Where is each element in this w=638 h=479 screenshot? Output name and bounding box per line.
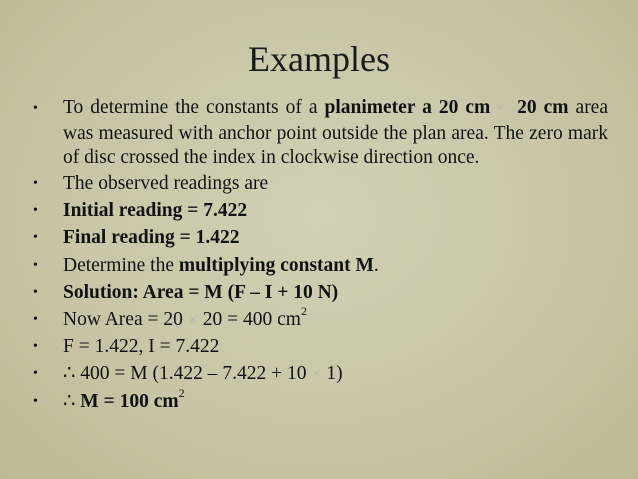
times-sign: × <box>496 101 505 116</box>
slide-title: Examples <box>248 39 390 79</box>
problem-text-start: To determine the constants of a <box>63 97 325 118</box>
list-item-determine <box>33 253 608 280</box>
equation-text-a: ∴ 400 = M (1.422 – 7.422 + 10 <box>63 363 307 385</box>
list-item-problem-statement <box>33 96 608 170</box>
list-item-equation <box>33 361 608 388</box>
initial-reading: Initial reading = 7.422 <box>63 200 248 222</box>
times-sign: × <box>312 367 321 383</box>
superscript-two: 2 <box>300 304 307 319</box>
bullet-icon: • <box>33 230 38 246</box>
list-item-observed <box>33 171 608 198</box>
observed-text: The observed readings are <box>63 173 269 194</box>
bullet-icon: • <box>33 393 38 409</box>
list-item-final-reading <box>33 225 608 252</box>
bullet-icon: • <box>33 176 38 191</box>
determine-text: Determine the <box>63 254 179 276</box>
area-text-a: Now Area = 20 <box>63 308 183 330</box>
bullet-icon: • <box>33 203 38 219</box>
times-sign: × <box>188 312 197 328</box>
final-reading: Final reading = 1.422 <box>63 227 240 249</box>
problem-text-end: area was measured with anchor point outside the plan area. The zero mark of disc crossed the index in clockwise direction once. <box>63 97 608 168</box>
multiplying-constant: multiplying constant M <box>178 254 374 276</box>
bullet-icon: • <box>33 366 38 382</box>
values-text: F = 1.422, I = 7.422 <box>63 336 220 358</box>
list-item-solution <box>33 280 608 307</box>
bullet-list <box>33 96 608 416</box>
period: . <box>373 254 379 276</box>
bullet-icon: • <box>33 339 38 355</box>
bullet-icon: • <box>33 257 38 273</box>
solution-formula: Solution: Area = M (F – I + 10 N) <box>63 281 339 303</box>
list-item-values <box>33 334 608 361</box>
list-item-result <box>33 386 608 416</box>
planimeter-phrase: planimeter a 20 cm <box>324 97 491 118</box>
therefore-sign: ∴ <box>63 390 81 412</box>
result: M = 100 cm <box>80 390 179 412</box>
bullet-icon: • <box>33 311 38 327</box>
list-item-initial-reading <box>33 198 608 225</box>
list-item-area <box>33 304 608 334</box>
equation-text-b: 1) <box>326 363 343 385</box>
superscript-two: 2 <box>178 386 185 400</box>
dimension-phrase: 20 cm <box>510 97 569 118</box>
bullet-icon: • <box>33 101 38 116</box>
area-text-b: 20 = 400 cm <box>202 308 301 330</box>
bullet-icon: • <box>33 284 38 300</box>
